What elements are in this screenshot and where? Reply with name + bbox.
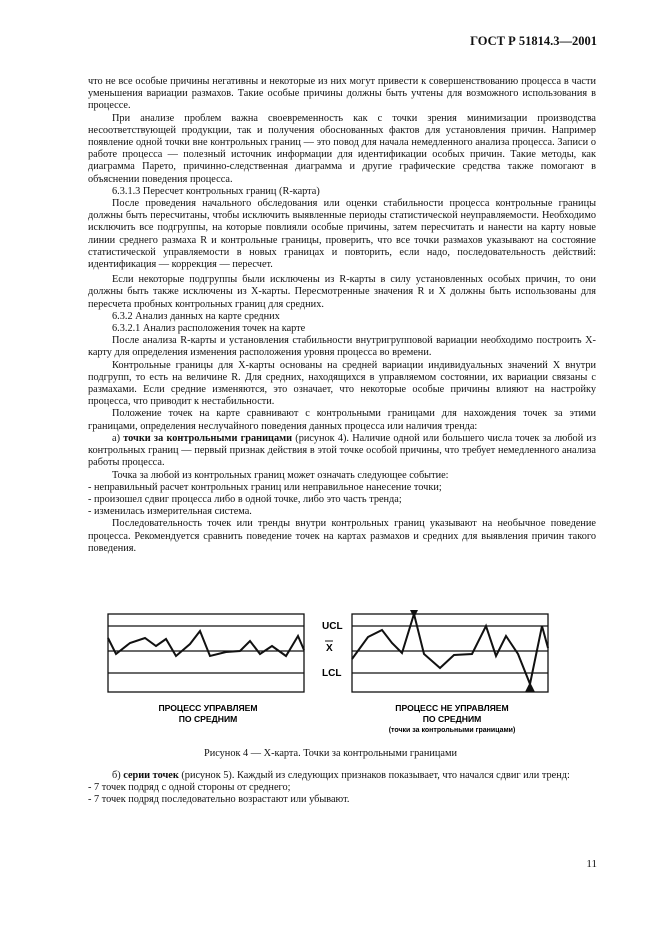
right-chart-caption-3: (точки за контрольными границами) [388, 727, 516, 734]
list-item: - изменилась измерительная система. [88, 506, 252, 518]
list-item [88, 433, 596, 470]
standard-header: ГОСТ Р 51814.3—2001 [470, 34, 597, 48]
control-charts-figure [100, 610, 560, 750]
paragraph: Положение точек на карте сравнивают с контрольными границами для нахождения точек за этими границами, определения неслучайного поведения данных процесса или наличия тренда: [88, 408, 596, 432]
left-chart-caption-1: ПРОЦЕСС УПРАВЛЯЕМ [158, 703, 258, 713]
list-item: - 7 точек подряд с одной стороны от среднего; [88, 782, 291, 794]
lcl-label: LCL [322, 668, 342, 679]
ucl-label: UCL [322, 621, 343, 632]
paragraph: После анализа R-карты и установления стабильности внутригрупповой вариации необходимо построить X-карту для определения изменения расположения уровня процесса во времени. [88, 335, 596, 359]
left-data-series [108, 631, 304, 656]
paragraph: Точка за любой из контрольных границ может означать следующее событие: [112, 469, 449, 481]
paragraph: Если некоторые подгруппы были исключены из R-карты в силу установленных особых причин, то они должны быть также исключены из X-карты. Пересмотренные значения R и X должны быть использованы для пересчета пробных контрольных границ для средних. [88, 274, 596, 310]
out-of-control-marker-bottom [525, 682, 535, 692]
figure-caption: Рисунок 4 — X-карта. Точки за контрольными границами [203, 748, 458, 759]
paragraph: что не все особые причины негативны и некоторые из них могут привести к совершенствованию процесса в части уменьшения вариации размахов. Такие особые причины должны быть учтены для возможного использования в процессе. [88, 76, 596, 112]
figure-4 [100, 610, 560, 750]
list-item: - неправильный расчет контрольных границ или неправильное нанесение точки; [88, 481, 442, 493]
page-number: 11 [586, 858, 597, 870]
right-chart-caption-1: ПРОЦЕСС НЕ УПРАВЛЯЕМ [395, 703, 509, 713]
item-prefix: а) [112, 432, 120, 444]
list-item: - произошел сдвиг процесса либо в одной точке, либо это часть тренда; [88, 493, 402, 505]
list-item [88, 770, 596, 782]
paragraph: После проведения начального обследования или оценки стабильности процесса контрольные границы должны быть пересчитаны, чтобы исключить выявленные периоды статистической неуправляемости. Необходимо исключить все подгруппы, на которые повлияли особые причины, затем пересчитать и нанести на карту новые линии среднего размаха R и контрольные границы, проверить, что все точки размахов указывают на состояние статистической управляемости в новых границах и повторить, если надо, последовательность действий: идентификация — коррекция — пересчет. [88, 198, 596, 271]
section-heading: 6.3.2 Анализ данных на карте средних [112, 310, 280, 322]
paragraph: Контрольные границы для X-карты основаны на средней вариации индивидуальных значений X внутри подгрупп, то есть на величине R. Для средних, находящихся в управляемом состоянии, их вариации связаны с размахами. Если средние изменяются, это означает, что некоторые особые причины влияют на настройку процесса, что приводит к нестабильности. [88, 359, 596, 408]
list-item: - 7 точек подряд последовательно возрастают или убывают. [88, 794, 350, 806]
item-prefix: б) [112, 770, 121, 781]
item-bold-term: точки за контрольными границами [123, 432, 293, 444]
section-heading: 6.3.1.3 Пересчет контрольных границ (R-карта) [112, 185, 320, 197]
item-text: (рисунок 4). Наличие одной или большего числа точек за любой из контрольных границ — первый признак действия в этой точке особой причины, что требует немедленного анализа работы процесса. [88, 432, 597, 469]
section-heading: 6.3.2.1 Анализ расположения точек на карте [112, 323, 306, 335]
item-text: (рисунок 5). Каждый из следующих признаков показывает, что начался сдвиг или тренд: [181, 770, 570, 781]
paragraph: При анализе проблем важна своевременность как с точки зрения минимизации производства несоответствующей продукции, так и получения обоснованных фактов для установления причин. Например появление одной точки вне контрольных границ — это повод для начала немедленного анализа процесса. Записи о работе процесса — полезный источник информации для идентификации особых причин. Такие методы, как диаграмма Парето, причинно-следственная диаграмма и другие графические средства также помогают в объяснении поведения процесса. [88, 112, 596, 185]
body-text-continued [88, 770, 596, 807]
right-chart-caption-2: ПО СРЕДНИМ [422, 714, 482, 724]
xbar-label: X [326, 643, 333, 654]
body-text [88, 76, 596, 555]
left-chart-caption-2: ПО СРЕДНИМ [178, 714, 238, 724]
paragraph: Последовательность точек или тренды внутри контрольных границ указывают на необычное поведение процесса. Рекомендуется сравнить поведение точек на картах размахов и средних для выявления причин такого поведения. [88, 518, 596, 554]
item-bold-term: серии точек [123, 770, 179, 781]
